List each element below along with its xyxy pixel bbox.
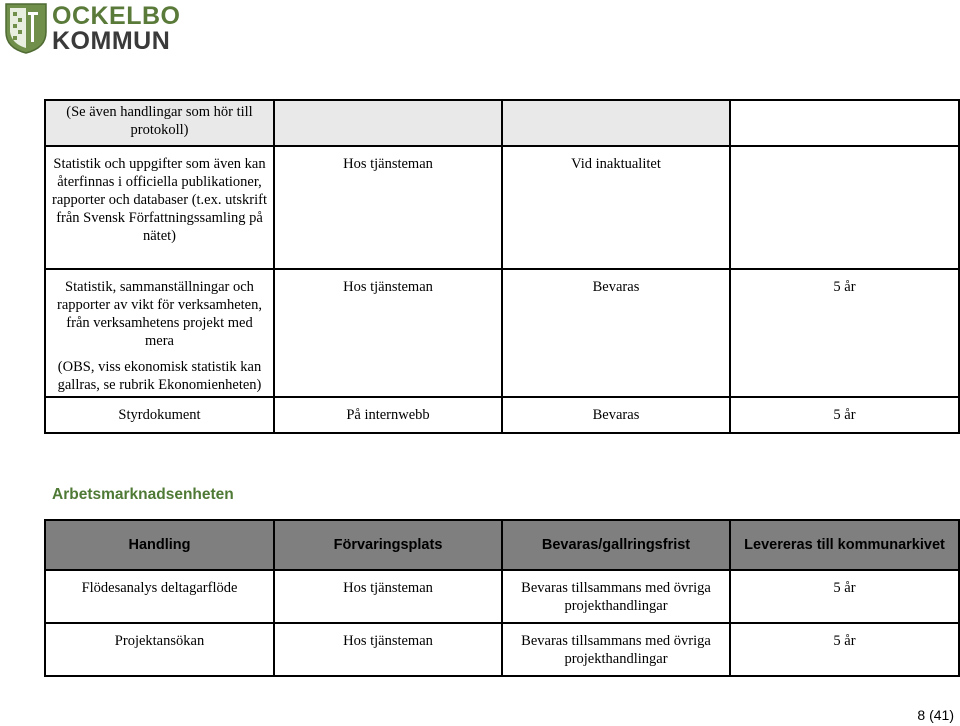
table-cell: 5 år <box>730 269 959 397</box>
table-cell: 5 år <box>730 570 959 623</box>
table-cell <box>45 269 274 397</box>
column-header: Handling <box>45 520 274 570</box>
table-cell: (Se även handlingar som hör till protokoll) <box>45 100 274 146</box>
table-cell <box>730 100 959 146</box>
table-cell: Flödesanalys deltagarflöde <box>45 570 274 623</box>
table-row <box>45 570 959 623</box>
table-cell: Hos tjänsteman <box>274 269 502 397</box>
table-cell: Hos tjänsteman <box>274 570 502 623</box>
column-header: Bevaras/gallringsfrist <box>502 520 730 570</box>
page-number: 8 (41) <box>917 707 954 723</box>
section-heading: Arbetsmarknadsenheten <box>52 486 234 503</box>
table-row <box>45 397 959 433</box>
column-header: Levereras till kommunarkivet <box>730 520 959 570</box>
logo-line-1: OCKELBO <box>52 2 181 30</box>
table-cell: Bevaras <box>502 397 730 433</box>
table-cell <box>274 100 502 146</box>
records-table-continued <box>44 99 960 434</box>
logo-wordmark <box>52 4 181 54</box>
table-cell: På internwebb <box>274 397 502 433</box>
table-cell <box>730 146 959 269</box>
municipality-emblem-icon <box>4 2 48 54</box>
table-cell: Bevaras <box>502 269 730 397</box>
table-cell: Styrdokument <box>45 397 274 433</box>
table-cell: Statistik och uppgifter som även kan återfinnas i officiella publikationer, rapporter och databaser (t.ex. utskrift från Svensk Författningssamling på nätet) <box>45 146 274 269</box>
table-cell: 5 år <box>730 623 959 676</box>
logo-line-2: KOMMUN <box>52 27 171 55</box>
table-cell: Projektansökan <box>45 623 274 676</box>
table-cell <box>502 100 730 146</box>
table-row <box>45 623 959 676</box>
table-cell: Bevaras tillsammans med övriga projekthandlingar <box>502 623 730 676</box>
cell-note: (OBS, viss ekonomisk statistik kan gallras, se rubrik Ekonomienheten) <box>57 359 262 393</box>
table-row <box>45 146 959 269</box>
table-cell: Hos tjänsteman <box>274 623 502 676</box>
cell-paragraph: Statistik, sammanställningar och rapporter av vikt för verksamheten, från verksamhetens projekt med mera <box>57 279 262 349</box>
records-table-arbetsmarknad <box>44 519 960 677</box>
table-header-row <box>45 520 959 570</box>
table-row <box>45 100 959 146</box>
column-header: Förvaringsplats <box>274 520 502 570</box>
table-cell: Hos tjänsteman <box>274 146 502 269</box>
table-cell: 5 år <box>730 397 959 433</box>
table-row <box>45 269 959 397</box>
table-cell: Bevaras tillsammans med övriga projekthandlingar <box>502 570 730 623</box>
table-cell: Vid inaktualitet <box>502 146 730 269</box>
ockelbo-kommun-logo <box>4 2 181 56</box>
